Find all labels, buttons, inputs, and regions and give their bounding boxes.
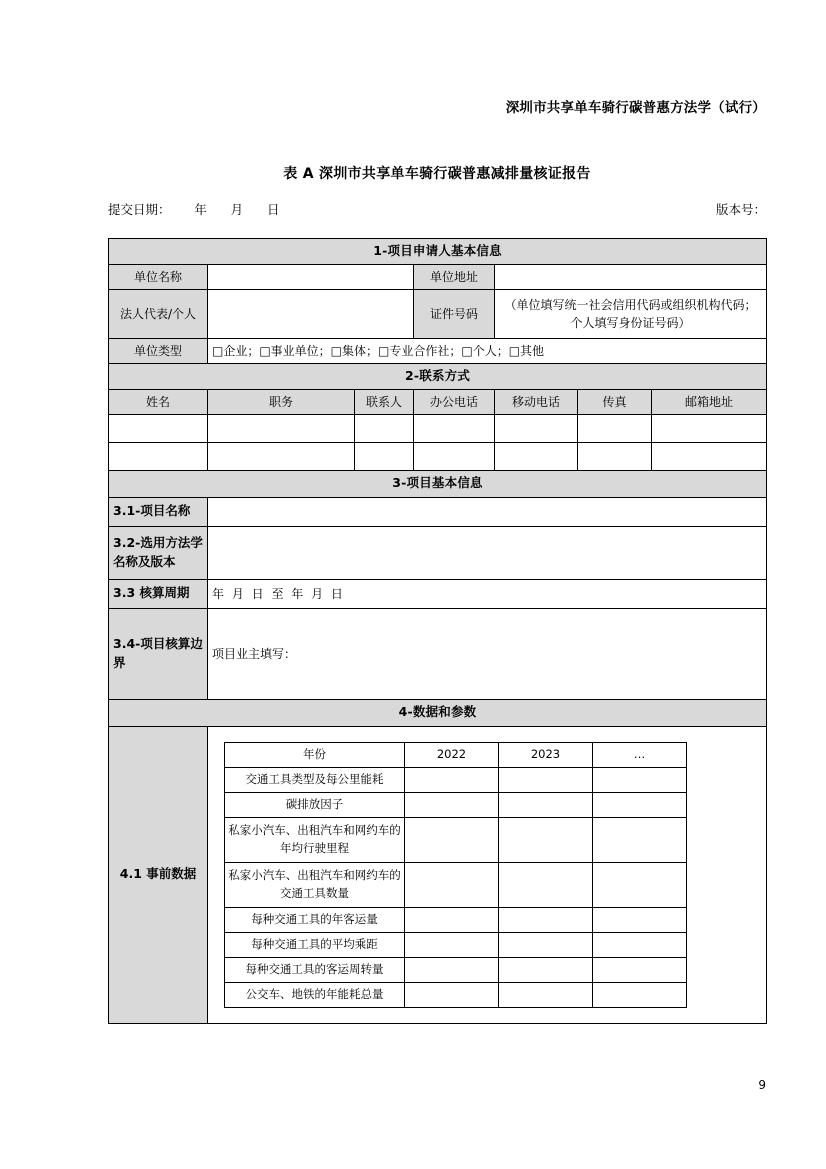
unit-address-label: 单位地址 [414,264,495,289]
data-row-label: 每种交通工具的平均乘距 [225,932,405,957]
page-title: 表 A 深圳市共享单车骑行碳普惠减排量核证报告 [283,166,591,182]
section-band-2: 2-联系方式 [109,363,767,389]
table-row [109,363,767,389]
contact-cell[interactable] [208,442,355,470]
ex-ante-data-table [224,742,687,1008]
contact-header-title: 职务 [208,389,355,414]
contact-cell[interactable] [578,414,652,442]
table-row [225,792,687,817]
data-cell[interactable] [593,982,687,1007]
data-cell[interactable] [593,862,687,907]
methodology-field[interactable] [208,526,767,579]
table-row [109,264,767,289]
project-name-label: 3.1-项目名称 [109,497,208,526]
data-cell[interactable] [593,907,687,932]
contact-cell[interactable] [495,414,578,442]
data-header-ellipsis: … [593,742,687,767]
table-row [225,957,687,982]
legal-representative-label: 法人代表/个人 [109,289,208,338]
section-band-1: 1-项目申请人基本信息 [109,239,767,265]
data-cell[interactable] [593,957,687,982]
contact-cell[interactable] [355,442,414,470]
ex-ante-data-label: 4.1 事前数据 [109,726,208,1023]
data-cell[interactable] [593,932,687,957]
table-row [109,579,767,608]
table-row [225,932,687,957]
accounting-boundary-field[interactable]: 项目业主填写： [208,608,767,699]
table-row [225,907,687,932]
contact-header-email: 邮箱地址 [652,389,767,414]
data-header-2023: 2023 [499,742,593,767]
table-row [225,862,687,907]
data-row-label: 每种交通工具的年客运量 [225,907,405,932]
data-row-label: 公交车、地铁的年能耗总量 [225,982,405,1007]
certificate-number-note [495,289,767,338]
data-header-year: 年份 [225,742,405,767]
accounting-period-field[interactable]: 年 月 日 至 年 月 日 [208,579,767,608]
data-cell[interactable] [405,792,499,817]
version-label: 版本号： [715,202,766,217]
data-cell[interactable] [499,957,593,982]
data-cell[interactable] [499,862,593,907]
data-cell[interactable] [499,792,593,817]
page-number: 9 [758,1078,766,1092]
contact-cell[interactable] [652,414,767,442]
submit-date-label: 提交日期： 年 月 日 [108,202,280,217]
project-name-field[interactable] [208,497,767,526]
data-cell[interactable] [593,792,687,817]
data-cell[interactable] [593,767,687,792]
table-row [109,470,767,497]
unit-type-label: 单位类型 [109,338,208,363]
certificate-note-line-1: （单位填写统一社会信用代码或组织机构代码； [504,297,757,312]
data-cell[interactable] [499,767,593,792]
table-row [109,389,767,414]
accounting-boundary-label: 3.4-项目核算边界 [109,608,208,699]
data-row-label: 每种交通工具的客运周转量 [225,957,405,982]
table-row [225,742,687,767]
table-row [225,982,687,1007]
data-cell[interactable] [499,817,593,862]
ex-ante-data-host [208,726,767,1023]
data-cell[interactable] [499,982,593,1007]
table-row [109,526,767,579]
data-cell[interactable] [499,907,593,932]
contact-header-contact: 联系人 [355,389,414,414]
table-row [109,442,767,470]
contact-cell[interactable] [578,442,652,470]
data-cell[interactable] [405,932,499,957]
contact-cell[interactable] [208,414,355,442]
data-header-2022: 2022 [405,742,499,767]
certificate-number-label: 证件号码 [414,289,495,338]
table-row [109,239,767,265]
unit-name-label: 单位名称 [109,264,208,289]
table-row [109,608,767,699]
contact-header-name: 姓名 [109,389,208,414]
data-row-label: 交通工具类型及每公里能耗 [225,767,405,792]
contact-header-mobile-phone: 移动电话 [495,389,578,414]
verification-report-form [108,238,767,1024]
data-row-label: 私家小汽车、出租汽车和网约车的交通工具数量 [225,862,405,907]
contact-cell[interactable] [414,442,495,470]
contact-cell[interactable] [414,414,495,442]
methodology-label: 3.2-选用方法学名称及版本 [109,526,208,579]
unit-type-checkbox-group[interactable]: □企业；□事业单位；□集体；□专业合作社；□个人；□其他 [208,338,767,363]
running-header: 深圳市共享单车骑行碳普惠方法学（试行） [505,100,766,116]
contact-cell[interactable] [109,414,208,442]
data-row-label: 私家小汽车、出租汽车和网约车的年均行驶里程 [225,817,405,862]
data-cell[interactable] [405,982,499,1007]
unit-name-field[interactable] [208,264,414,289]
table-row [109,497,767,526]
section-band-3: 3-项目基本信息 [109,470,767,497]
contact-header-fax: 传真 [578,389,652,414]
table-row [109,414,767,442]
table-row [225,817,687,862]
table-row [109,726,767,1023]
contact-cell[interactable] [495,442,578,470]
legal-representative-field[interactable] [208,289,414,338]
contact-header-office-phone: 办公电话 [414,389,495,414]
data-cell[interactable] [499,932,593,957]
unit-address-field[interactable] [495,264,767,289]
table-row [109,289,767,338]
table-row [225,767,687,792]
data-cell[interactable] [405,767,499,792]
data-cell[interactable] [405,817,499,862]
data-cell[interactable] [405,957,499,982]
submit-line [108,200,766,218]
table-row [109,338,767,363]
table-row [109,699,767,726]
data-row-label: 碳排放因子 [225,792,405,817]
contact-cell[interactable] [355,414,414,442]
contact-cell[interactable] [652,442,767,470]
data-cell[interactable] [405,862,499,907]
accounting-period-label: 3.3 核算周期 [109,579,208,608]
contact-cell[interactable] [109,442,208,470]
section-band-4: 4-数据和参数 [109,699,767,726]
data-cell[interactable] [405,907,499,932]
data-cell[interactable] [593,817,687,862]
certificate-note-line-2: 个人填写身份证号码） [570,315,691,330]
